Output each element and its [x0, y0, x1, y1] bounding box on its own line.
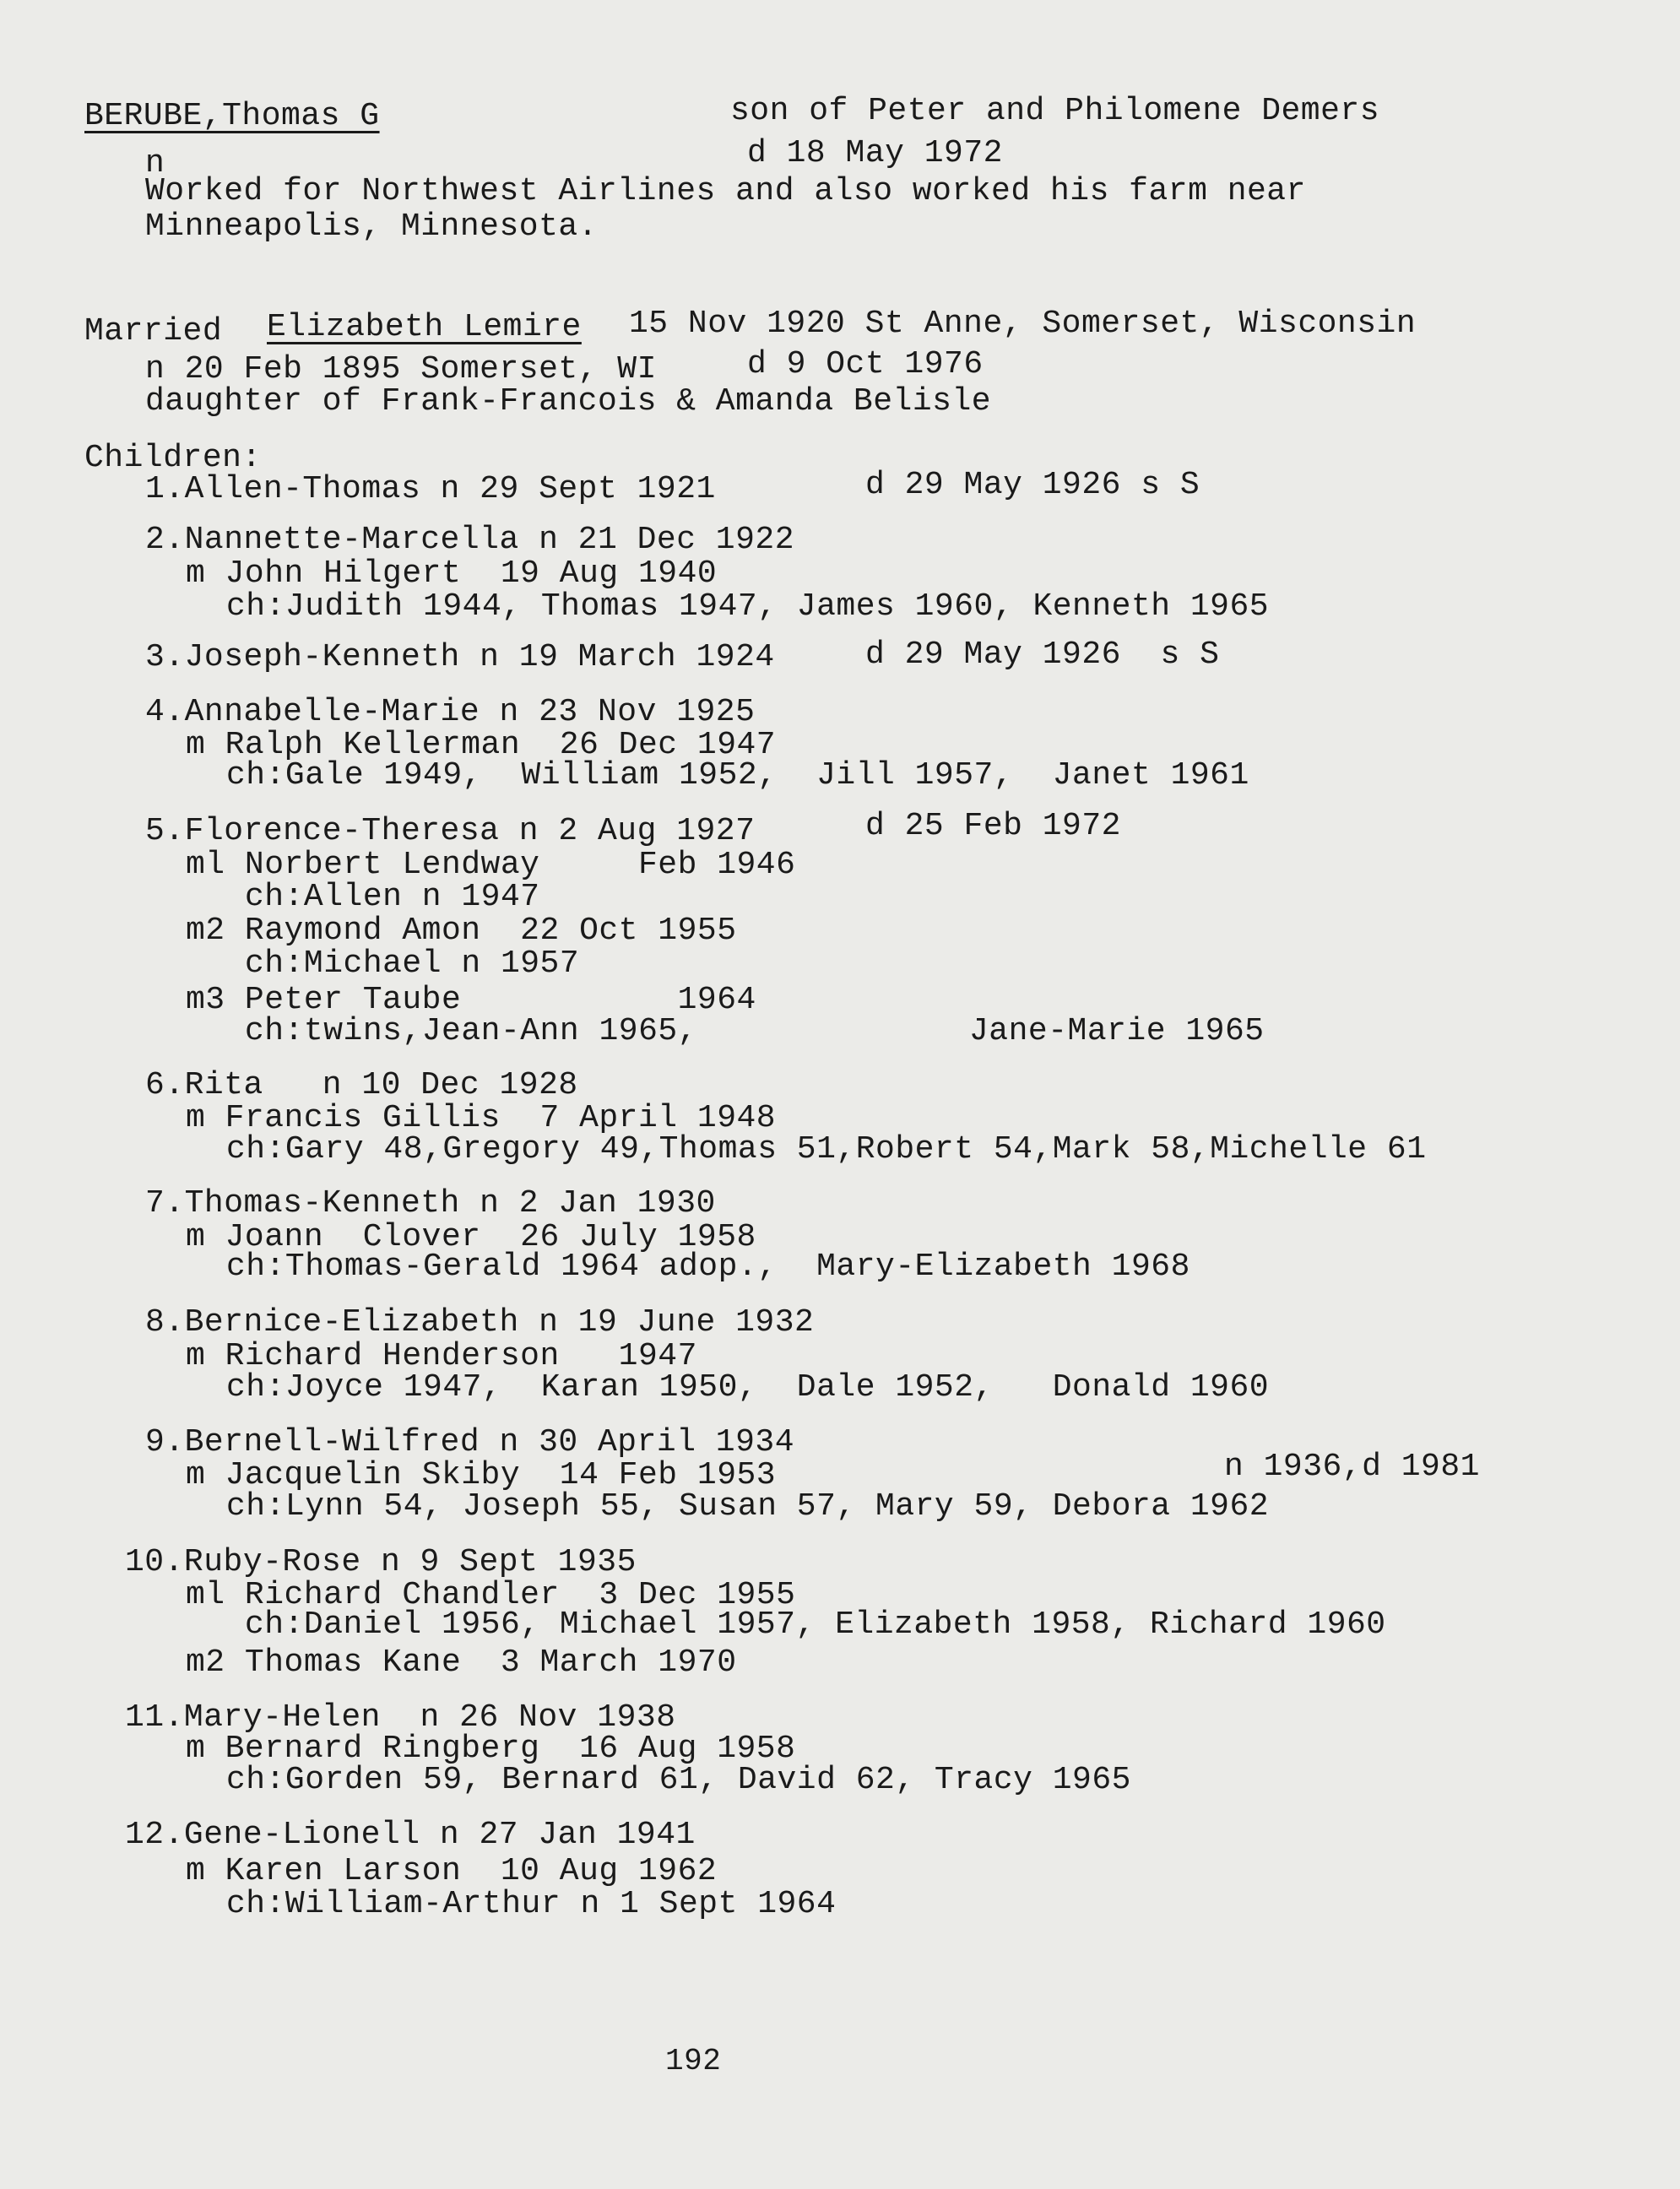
child-6-entry: 6.Rita n 10 Dec 1928	[145, 1067, 578, 1103]
child-1-death: d 29 May 1926 s S	[865, 467, 1200, 503]
child-10-entry: 10.Ruby-Rose n 9 Sept 1935	[125, 1544, 637, 1580]
child-7-marriage: m Joann Clover 26 July 1958	[186, 1219, 756, 1255]
child-3-entry: 3.Joseph-Kenneth n 19 March 1924	[145, 639, 775, 675]
child-5-death: d 25 Feb 1972	[865, 808, 1121, 844]
child-7-entry: 7.Thomas-Kenneth n 2 Jan 1930	[145, 1185, 716, 1222]
child-2-marriage: m John Hilgert 19 Aug 1940	[186, 555, 718, 592]
child-8-children: ch:Joyce 1947, Karan 1950, Dale 1952, Donald 1960	[226, 1369, 1270, 1406]
death-date: d 18 May 1972	[747, 135, 1003, 171]
child-9-spouse-note: n 1936,d 1981	[1224, 1449, 1480, 1485]
child-5-entry: 5.Florence-Theresa n 2 Aug 1927	[145, 813, 756, 849]
marriage-details: 15 Nov 1920 St Anne, Somerset, Wisconsin	[629, 306, 1417, 342]
child-11-entry: 11.Mary-Helen n 26 Nov 1938	[125, 1699, 676, 1736]
married-label: Married	[84, 313, 223, 349]
child-1-entry: 1.Allen-Thomas n 29 Sept 1921	[145, 471, 716, 507]
child-5-children-3: ch:twins,Jean-Ann 1965,	[245, 1013, 697, 1049]
child-10-marriage-2: m2 Thomas Kane 3 March 1970	[186, 1644, 737, 1681]
child-2-entry: 2.Nannette-Marcella n 21 Dec 1922	[145, 522, 795, 558]
birth-marker: n	[145, 145, 165, 182]
child-7-children: ch:Thomas-Gerald 1964 adop., Mary-Elizabeth 1968	[226, 1249, 1190, 1285]
person-name: BERUBE,Thomas G	[84, 98, 380, 134]
child-6-children: ch:Gary 48,Gregory 49,Thomas 51,Robert 54,Mark 58,Michelle 61	[226, 1131, 1427, 1168]
biography-line-2: Minneapolis, Minnesota.	[145, 209, 598, 245]
child-5-children-3b: Jane-Marie 1965	[969, 1013, 1265, 1049]
child-8-entry: 8.Bernice-Elizabeth n 19 June 1932	[145, 1304, 815, 1341]
child-12-children: ch:William-Arthur n 1 Sept 1964	[226, 1886, 837, 1922]
child-5-marriage-2: m2 Raymond Amon 22 Oct 1955	[186, 913, 737, 949]
child-10-children-1: ch:Daniel 1956, Michael 1957, Elizabeth 1958, Richard 1960	[245, 1607, 1386, 1643]
child-3-death: d 29 May 1926 s S	[865, 637, 1220, 673]
children-label: Children:	[84, 440, 262, 476]
child-2-children: ch:Judith 1944, Thomas 1947, James 1960, Kenneth 1965	[226, 588, 1270, 625]
spouse-parents: daughter of Frank-Francois & Amanda Belisle	[145, 383, 992, 420]
child-4-marriage: m Ralph Kellerman 26 Dec 1947	[186, 727, 777, 763]
child-11-children: ch:Gorden 59, Bernard 61, David 62, Tracy 1965	[226, 1762, 1131, 1798]
child-5-children-2: ch:Michael n 1957	[245, 945, 580, 982]
page-number: 192	[665, 2044, 722, 2078]
child-12-entry: 12.Gene-Lionell n 27 Jan 1941	[125, 1817, 696, 1853]
child-9-marriage: m Jacquelin Skiby 14 Feb 1953	[186, 1457, 777, 1493]
spouse-death: d 9 Oct 1976	[747, 346, 984, 382]
child-5-marriage-3: m3 Peter Taube 1964	[186, 982, 756, 1018]
child-9-children: ch:Lynn 54, Joseph 55, Susan 57, Mary 59, Debora 1962	[226, 1488, 1270, 1525]
child-8-marriage: m Richard Henderson 1947	[186, 1338, 697, 1374]
child-6-marriage: m Francis Gillis 7 April 1948	[186, 1100, 777, 1136]
child-12-marriage: m Karen Larson 10 Aug 1962	[186, 1853, 718, 1889]
child-4-entry: 4.Annabelle-Marie n 23 Nov 1925	[145, 694, 756, 730]
child-11-marriage: m Bernard Ringberg 16 Aug 1958	[186, 1731, 796, 1767]
spouse-birth: n 20 Feb 1895 Somerset, WI	[145, 351, 657, 387]
biography-line-1: Worked for Northwest Airlines and also worked his farm near	[145, 173, 1306, 209]
child-5-marriage-1: ml Norbert Lendway Feb 1946	[186, 847, 796, 883]
child-9-entry: 9.Bernell-Wilfred n 30 April 1934	[145, 1424, 795, 1460]
child-10-marriage-1: ml Richard Chandler 3 Dec 1955	[186, 1577, 796, 1613]
child-5-children-1: ch:Allen n 1947	[245, 879, 540, 915]
spouse-name: Elizabeth Lemire	[267, 309, 582, 345]
child-4-children: ch:Gale 1949, William 1952, Jill 1957, Janet 1961	[226, 757, 1249, 794]
person-parents: son of Peter and Philomene Demers	[730, 93, 1380, 129]
